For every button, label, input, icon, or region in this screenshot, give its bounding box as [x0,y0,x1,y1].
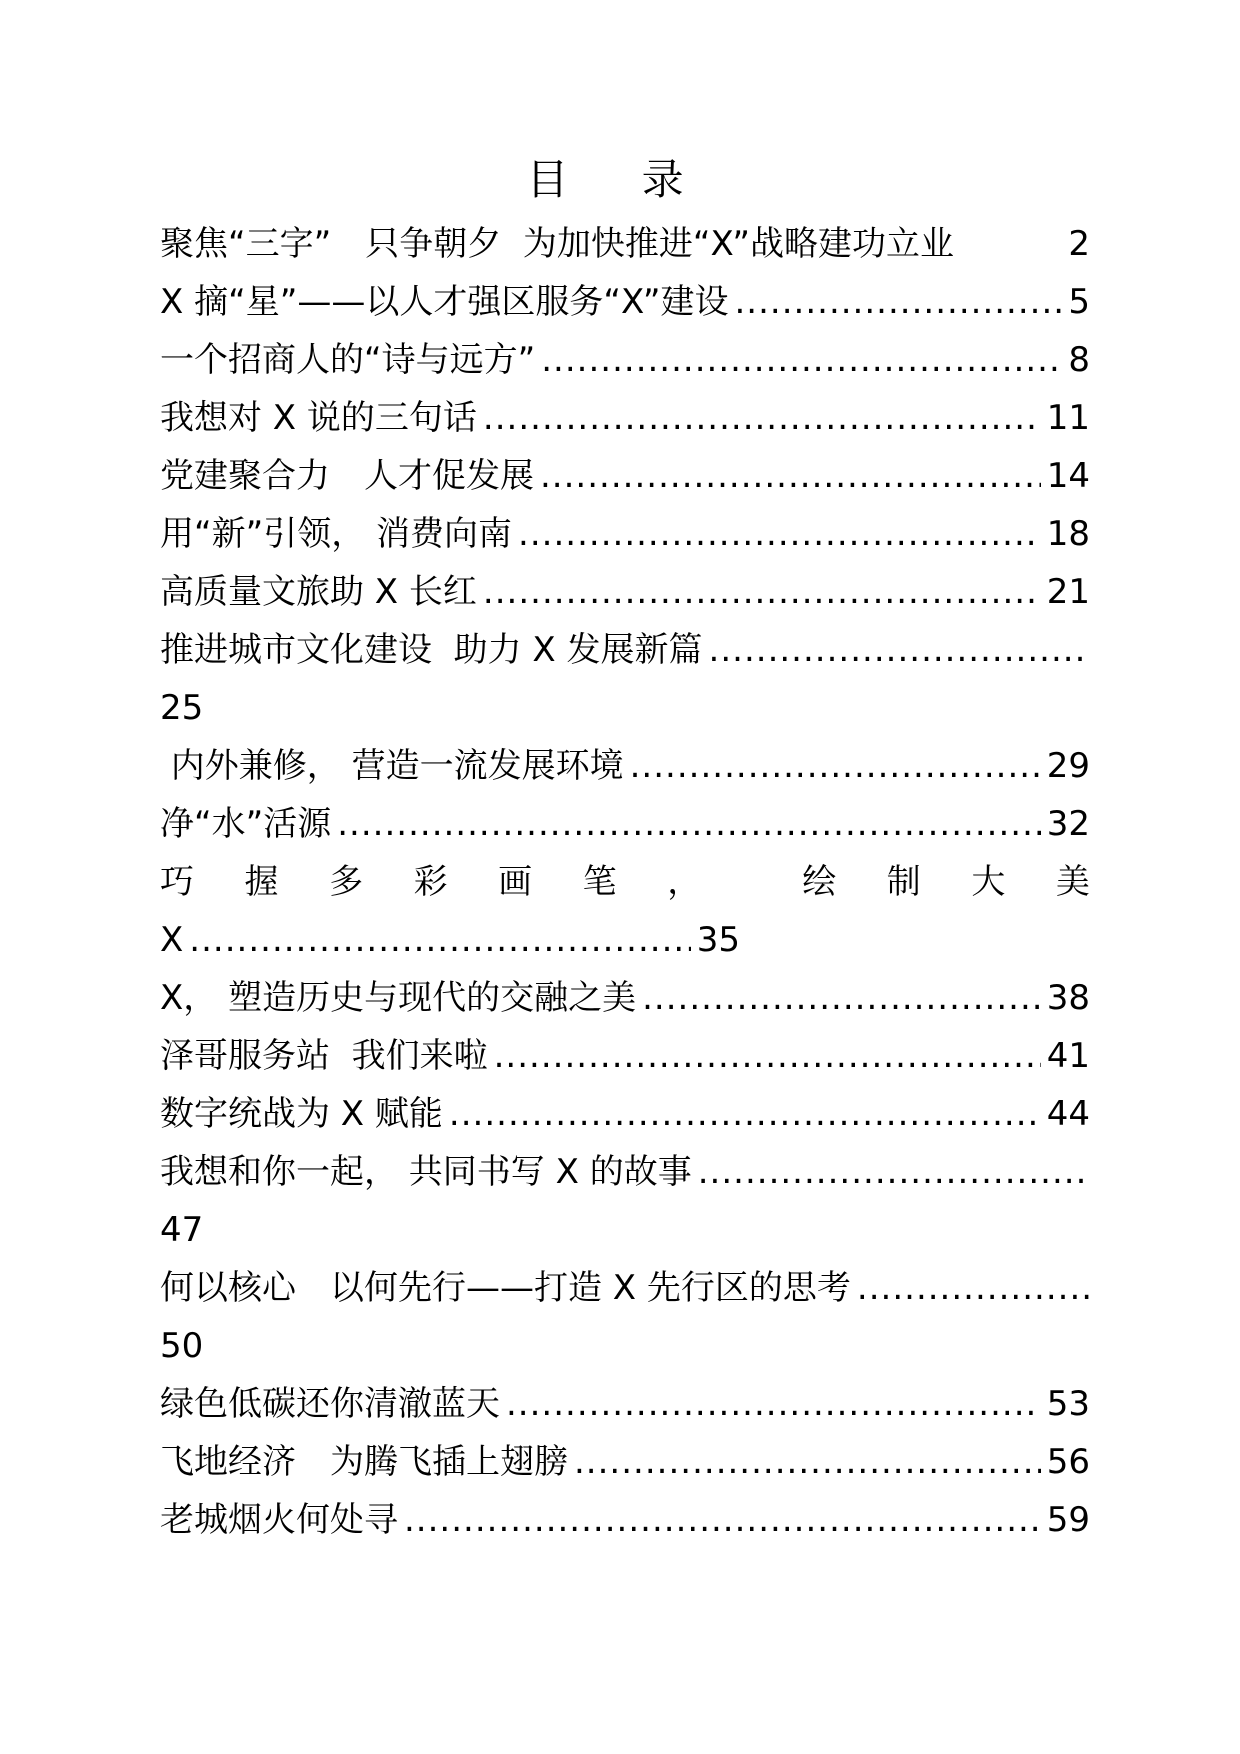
toc-title: 目 录 [526,155,714,204]
toc-entry-page: 8 [1068,340,1090,380]
toc-entry[interactable] [160,795,1090,853]
toc-entry-title: 高质量文旅助 X 长红 [160,572,477,612]
toc-entry[interactable] [160,505,1090,563]
toc-entry-title: 净“水”活源 [160,804,332,844]
toc-entry[interactable] [160,1143,1090,1259]
toc-entry-title: 推进城市文化建设 助力 X 发展新篇 [160,630,703,670]
toc-leader-dots [494,1027,1041,1085]
toc-leader-dots [506,1375,1041,1433]
toc-entry-page: 5 [1068,282,1090,322]
toc-entry-char: 握 [244,862,279,902]
toc-entry-page: 14 [1046,456,1090,496]
toc-leader-dots [404,1491,1041,1549]
toc-leader-dots [734,273,1062,331]
toc-list [160,215,1090,1549]
toc-entry-title: 一个招商人的“诗与远方” [160,340,536,380]
toc-entry-page: 25 [160,688,204,728]
toc-entry[interactable] [160,1433,1090,1491]
toc-leader-dots [574,1433,1041,1491]
toc-entry[interactable] [160,737,1090,795]
toc-leader-dots [483,389,1041,447]
toc-entry-char: 笔 [582,862,617,902]
toc-leader-dots [709,621,1090,679]
toc-entry[interactable] [160,1085,1090,1143]
toc-entry-page: 38 [1046,978,1090,1018]
toc-leader-dots [857,1259,1090,1317]
toc-entry-char: 绘 [802,862,837,902]
toc-entry-char: 画 [498,862,533,902]
toc-entry[interactable] [160,969,1090,1027]
toc-entry[interactable] [160,389,1090,447]
toc-entry[interactable] [160,853,1090,969]
toc-entry-char: 制 [886,862,921,902]
toc-entry-page: 50 [160,1326,204,1366]
toc-leader-dots [518,505,1041,563]
toc-entry-title: 数字统战为 X 赋能 [160,1094,443,1134]
toc-entry-page: 47 [160,1210,204,1250]
toc-entry-page: 29 [1046,746,1090,786]
toc-entry-page: 18 [1046,514,1090,554]
toc-leader-dots [698,1143,1090,1201]
toc-leader-dots [483,563,1041,621]
toc-entry[interactable] [160,1491,1090,1549]
toc-entry-char: 巧 [160,862,194,902]
toc-entry[interactable] [160,1027,1090,1085]
toc-entry-char: ， [667,862,702,902]
toc-entry[interactable] [160,621,1090,737]
toc-leader-dots [337,795,1041,853]
toc-entry[interactable] [160,273,1090,331]
toc-entry-page: 35 [696,920,740,960]
toc-entry-title: 绿色低碳还你清澈蓝天 [160,1384,500,1424]
toc-entry-title: 老城烟火何处寻 [160,1500,398,1540]
toc-entry-title: 聚焦“三字” 只争朝夕 为加快推进“X”战略建功立业 [160,224,954,264]
toc-entry[interactable] [160,331,1090,389]
toc-entry[interactable] [160,215,1090,273]
toc-entry-title: 我想和你一起， 共同书写 X 的故事 [160,1152,692,1192]
toc-entry-title: X [160,920,184,960]
toc-entry-page: 53 [1046,1384,1090,1424]
toc-entry[interactable] [160,447,1090,505]
toc-entry-page: 56 [1046,1442,1090,1482]
toc-entry-page: 2 [1068,224,1090,264]
toc-entry-char: 美 [1055,862,1090,902]
toc-entry-page: 21 [1046,572,1090,612]
toc-leader-dots [189,911,690,969]
toc-entry-title: X 摘“星”——以人才强区服务“X”建设 [160,282,729,322]
toc-entry-title: 飞地经济 为腾飞插上翅膀 [160,1442,568,1482]
toc-entry-char: 大 [971,862,1006,902]
toc-entry-title-spread [160,853,1090,911]
toc-leader-dots [630,737,1041,795]
toc-leader-dots [642,969,1041,1027]
toc-entry-title: 用“新”引领， 消费向南 [160,514,513,554]
toc-entry-page: 11 [1046,398,1090,438]
toc-entry-char: 多 [329,862,364,902]
toc-entry-page: 41 [1046,1036,1090,1076]
toc-entry-title: 内外兼修， 营造一流发展环境 [160,746,624,786]
toc-entry[interactable] [160,1259,1090,1375]
toc-entry-title: 我想对 X 说的三句话 [160,398,477,438]
toc-entry-title: 泽哥服务站 我们来啦 [160,1036,488,1076]
toc-leader-dots [541,331,1062,389]
toc-entry-title: 党建聚合力 人才促发展 [160,456,534,496]
toc-entry-char: 彩 [413,862,448,902]
toc-entry[interactable] [160,563,1090,621]
toc-entry[interactable] [160,1375,1090,1433]
toc-leader-dots [449,1085,1041,1143]
toc-entry-title: X， 塑造历史与现代的交融之美 [160,978,637,1018]
toc-entry-title: 何以核心 以何先行——打造 X 先行区的思考 [160,1268,851,1308]
toc-entry-page: 44 [1046,1094,1090,1134]
toc-entry-page: 59 [1046,1500,1090,1540]
toc-entry-page: 32 [1046,804,1090,844]
toc-leader-dots [540,447,1041,505]
